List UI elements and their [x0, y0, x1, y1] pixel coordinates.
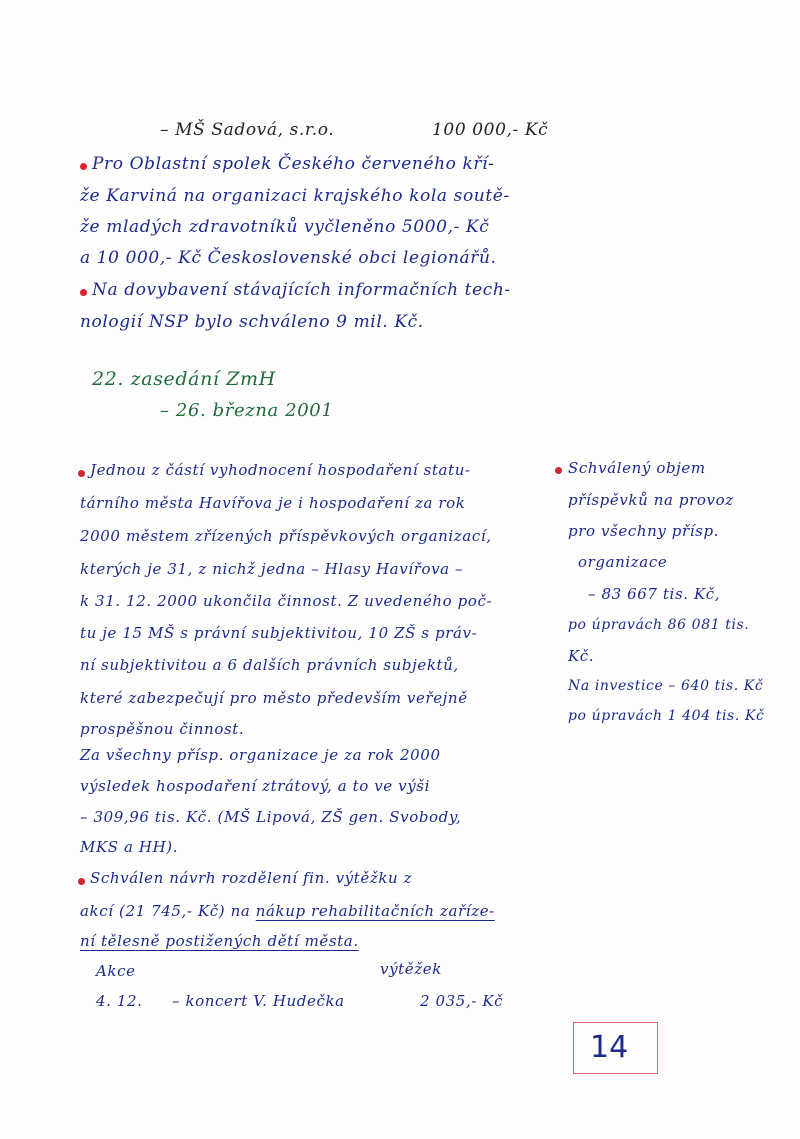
main-line-13: MKS a HH).: [80, 838, 179, 856]
main-line-7: ní subjektivitou a 6 dalších právních subjektů,: [80, 656, 459, 674]
main-line-6: tu je 15 MŠ s právní subjektivitou, 10 ZŠ s práv-: [80, 624, 478, 642]
main-line-15: [80, 902, 495, 920]
main-line-14: Schválen návrh rozdělení fin. výtěžku z: [90, 869, 413, 887]
main-line-11: výsledek hospodaření ztrátový, a to ve výši: [80, 777, 430, 795]
side-line-7: Kč.: [568, 647, 595, 665]
events-header-action: Akce: [96, 962, 136, 980]
side-line-9: po úpravách 1 404 tis. Kč: [568, 708, 765, 724]
main-line-4: kterých je 31, z nichž jedna – Hlasy Havířova –: [80, 560, 464, 578]
events-header-proceeds: výtěžek: [380, 960, 442, 978]
meeting-date: – 26. března 2001: [160, 400, 334, 421]
bullet-marker: [78, 470, 85, 477]
main-line-16: ní tělesně postižených dětí města.: [80, 932, 359, 950]
bullet-marker: [80, 289, 87, 296]
bullet-marker: [555, 467, 562, 474]
meeting-title: 22. zasedání ZmH: [92, 368, 276, 390]
main-line-10: Za všechny přísp. organizace je za rok 2000: [80, 746, 441, 764]
main-line-1: Jednou z částí vyhodnocení hospodaření statu-: [90, 461, 471, 479]
main-line-12: – 309,96 tis. Kč. (MŠ Lipová, ZŠ gen. Svobody,: [80, 808, 462, 826]
main-line-8: které zabezpečují pro město především veřejně: [80, 689, 468, 707]
main-line-5: k 31. 12. 2000 ukončila činnost. Z uvedeného poč-: [80, 592, 493, 610]
side-line-1: Schválený objem: [568, 459, 706, 477]
main-line-15-underlined: nákup rehabilitačních zaříze-: [255, 902, 495, 920]
side-line-6: po úpravách 86 081 tis.: [568, 617, 750, 633]
side-line-5: – 83 667 tis. Kč,: [588, 585, 721, 603]
events-row-date: 4. 12.: [96, 992, 143, 1010]
page-number: 14: [590, 1030, 629, 1065]
main-line-2: tárního města Havířova je i hospodaření za rok: [80, 494, 466, 512]
top-line-5: a 10 000,- Kč Československé obci legionářů.: [80, 248, 497, 268]
side-line-8: Na investice – 640 tis. Kč: [568, 678, 764, 694]
top-line-4: že mladých zdravotníků vyčleněno 5000,- Kč: [80, 217, 490, 237]
bullet-marker: [78, 878, 85, 885]
top-line-3: že Karviná na organizaci krajského kola soutě-: [80, 186, 510, 206]
bullet-marker: [80, 163, 87, 170]
top-line-6: Na dovybavení stávajících informačních tech-: [92, 280, 511, 300]
events-row-event: – koncert V. Hudečka: [172, 992, 345, 1010]
top-line-7: nologií NSP bylo schváleno 9 mil. Kč.: [80, 312, 424, 332]
side-line-2: příspěvků na provoz: [568, 491, 734, 509]
main-line-9: prospěšnou činnost.: [80, 720, 245, 738]
top-line-1: – MŠ Sadová, s.r.o.: [160, 120, 335, 140]
main-line-3: 2000 městem zřízených příspěvkových organizací,: [80, 527, 492, 545]
top-line-2: Pro Oblastní spolek Českého červeného kří-: [92, 154, 495, 174]
events-row-amount: 2 035,- Kč: [420, 992, 504, 1010]
side-line-4: organizace: [578, 553, 668, 571]
side-line-3: pro všechny přísp.: [568, 522, 720, 540]
top-line-1-amount: 100 000,- Kč: [432, 120, 549, 140]
main-line-15-start: akcí (21 745,- Kč) na: [80, 902, 256, 920]
